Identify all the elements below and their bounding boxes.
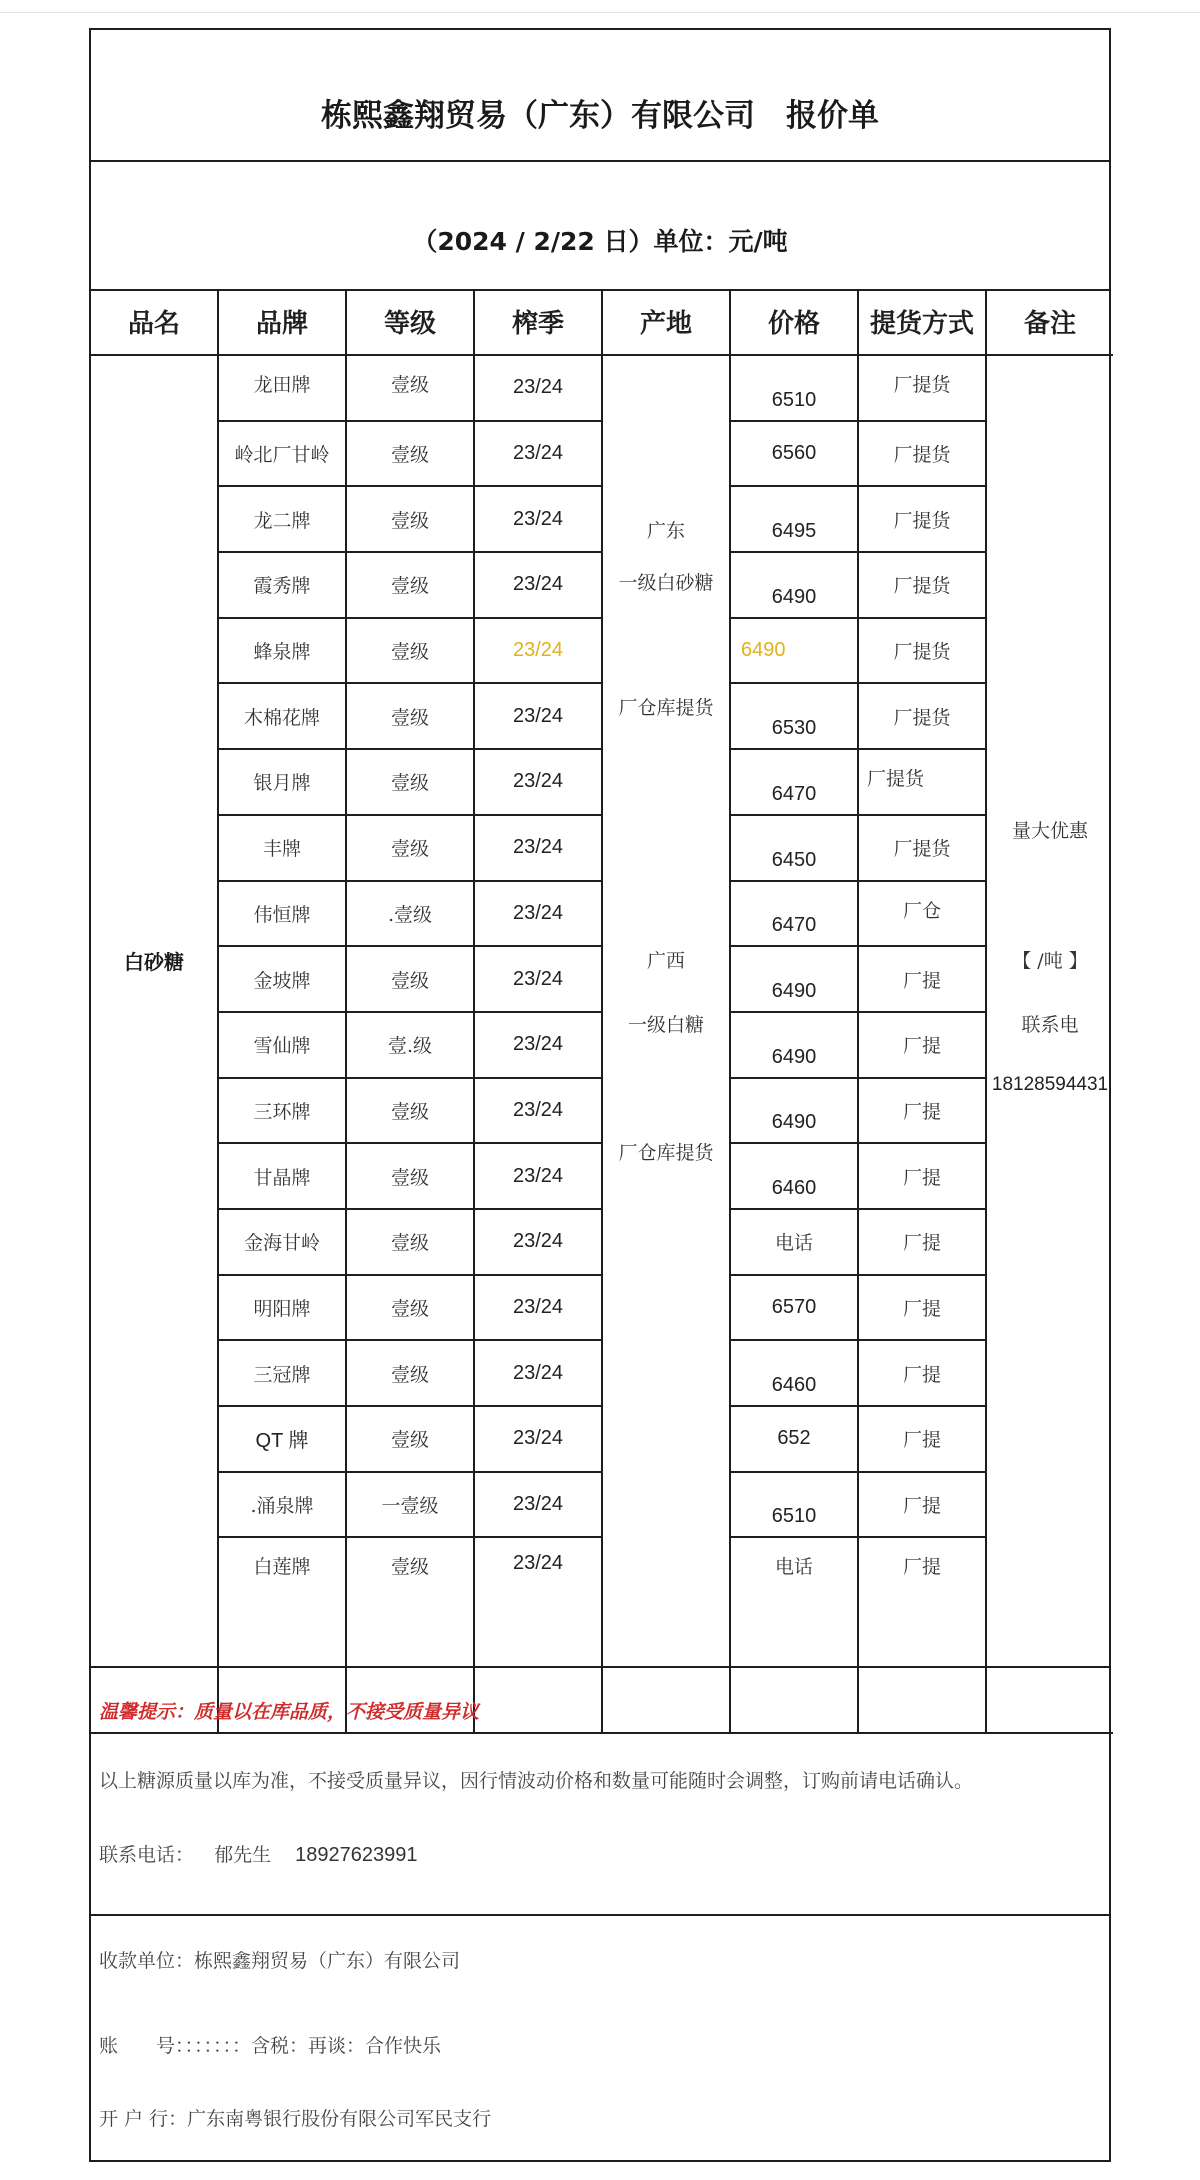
product-name-cell <box>91 355 218 1733</box>
grade-cell: 一壹级 <box>346 1472 474 1538</box>
blank-cell <box>730 1603 858 1733</box>
document-subtitle: （2024 / 2/22 日）单位：元/吨 <box>412 227 788 256</box>
price-cell: 6470 <box>730 881 858 947</box>
brand-cell: 三环牌 <box>218 1078 346 1144</box>
grade-cell: 壹级 <box>346 355 474 421</box>
delivery-cell: 厂提货 <box>858 355 986 421</box>
season-cell: 23/24 <box>474 1209 602 1275</box>
contact-name: 郁先生 <box>214 1844 272 1866</box>
season-cell: 23/24 <box>474 1406 602 1472</box>
price-cell: 652 <box>730 1406 858 1472</box>
price-cell: 6560 <box>730 421 858 487</box>
grade-cell: 壹级 <box>346 946 474 1012</box>
price-cell: 6495 <box>730 486 858 552</box>
column-header-brand: 品牌 <box>218 289 346 355</box>
grade-cell: 壹级 <box>346 749 474 815</box>
brand-cell: 金海甘岭 <box>218 1209 346 1275</box>
origin-guangxi-delivery: 厂仓库提货 <box>618 1142 714 1164</box>
document-title: 栋熙鑫翔贸易（广东）有限公司 报价单 <box>321 98 879 134</box>
delivery-cell: 厂提 <box>858 1012 986 1078</box>
season-cell: 23/24 <box>474 1537 602 1603</box>
price-cell: 6490 <box>730 552 858 618</box>
delivery-cell: 厂提 <box>858 946 986 1012</box>
season-cell: 23/24 <box>474 749 602 815</box>
season-cell: 23/24 <box>474 1078 602 1144</box>
notes-cell <box>986 355 1113 1733</box>
quality-warning: 温馨提示：质量以在库品质，不接受质量异议 <box>99 1701 480 1723</box>
season-cell: 23/24 <box>474 815 602 881</box>
price-cell: 6460 <box>730 1143 858 1209</box>
delivery-cell: 厂提 <box>858 1406 986 1472</box>
delivery-cell: 厂提货 <box>858 421 986 487</box>
season-cell: 23/24 <box>474 552 602 618</box>
brand-cell: 明阳牌 <box>218 1275 346 1341</box>
delivery-cell: 厂提 <box>858 1143 986 1209</box>
column-header-season: 榨季 <box>474 289 602 355</box>
top-divider <box>0 12 1200 13</box>
quotation-document <box>89 28 1111 2162</box>
price-cell: 6450 <box>730 815 858 881</box>
product-name: 白砂糖 <box>124 950 184 974</box>
brand-cell: 蜂泉牌 <box>218 618 346 684</box>
grade-cell: 壹级 <box>346 1078 474 1144</box>
contact-phone: 18927623991 <box>295 1844 418 1866</box>
season-cell: 23/24 <box>474 683 602 749</box>
delivery-cell: 厂提货 <box>858 749 986 815</box>
disclaimer-text: 以上糖源质量以库为准，不接受质量异议，因行情波动价格和数量可能随时会调整，订购前请电话确认。 <box>99 1770 974 1792</box>
grade-cell: 壹级 <box>346 1143 474 1209</box>
delivery-cell: 厂提 <box>858 1078 986 1144</box>
grade-cell: .壹级 <box>346 881 474 947</box>
delivery-cell: 厂提 <box>858 1209 986 1275</box>
note-contact-phone: 18128594431 <box>991 1074 1109 1095</box>
brand-cell: .涌泉牌 <box>218 1472 346 1538</box>
grade-cell: 壹级 <box>346 1340 474 1406</box>
brand-cell: 木棉花牌 <box>218 683 346 749</box>
divider <box>91 1732 1109 1734</box>
divider <box>91 160 1109 162</box>
price-cell: 6570 <box>730 1275 858 1341</box>
divider <box>91 1914 1109 1916</box>
grade-cell: 壹级 <box>346 815 474 881</box>
grade-cell: 壹.级 <box>346 1012 474 1078</box>
season-cell: 23/24 <box>474 1143 602 1209</box>
grade-cell: 壹级 <box>346 552 474 618</box>
column-header-origin: 产地 <box>602 289 730 355</box>
price-cell: 6470 <box>730 749 858 815</box>
origin-guangdong: 广东 <box>646 520 685 542</box>
delivery-cell: 厂提货 <box>858 683 986 749</box>
delivery-cell: 厂提 <box>858 1472 986 1538</box>
column-header-product: 品名 <box>91 289 218 355</box>
grade-cell: 壹级 <box>346 421 474 487</box>
season-cell: 23/24 <box>474 618 602 684</box>
note-unit: 【 /吨 】 <box>1012 950 1088 972</box>
price-cell: 6490 <box>730 1078 858 1144</box>
delivery-cell: 厂提货 <box>858 815 986 881</box>
account-line: 账 号：：：：：：：含税：再谈：合作快乐 <box>99 2035 442 2057</box>
delivery-cell: 厂提 <box>858 1537 986 1603</box>
brand-cell: 金坡牌 <box>218 946 346 1012</box>
price-cell: 6530 <box>730 683 858 749</box>
brand-cell: 白莲牌 <box>218 1537 346 1603</box>
season-cell: 23/24 <box>474 1012 602 1078</box>
price-cell: 6490 <box>730 1012 858 1078</box>
divider <box>91 1666 1109 1668</box>
season-cell: 23/24 <box>474 355 602 421</box>
grade-cell: 壹级 <box>346 1406 474 1472</box>
grade-cell: 壹级 <box>346 1275 474 1341</box>
origin-guangxi: 广西 <box>646 950 685 972</box>
price-cell: 电话 <box>730 1209 858 1275</box>
column-header-price: 价格 <box>730 289 858 355</box>
delivery-cell: 厂提货 <box>858 552 986 618</box>
grade-cell: 壹级 <box>346 486 474 552</box>
table-header-row <box>91 289 1113 355</box>
note-contact-label: 联系电 <box>1021 1014 1079 1036</box>
season-cell: 23/24 <box>474 1275 602 1341</box>
brand-cell: 伟恒牌 <box>218 881 346 947</box>
contact-label: 联系电话： <box>99 1844 195 1866</box>
contact-line <box>99 1840 417 1867</box>
origin-cell <box>602 355 730 1733</box>
column-header-delivery: 提货方式 <box>858 289 986 355</box>
delivery-cell: 厂提货 <box>858 618 986 684</box>
price-cell: 6510 <box>730 1472 858 1538</box>
brand-cell: 雪仙牌 <box>218 1012 346 1078</box>
brand-cell: 丰牌 <box>218 815 346 881</box>
season-cell: 23/24 <box>474 1340 602 1406</box>
grade-cell: 壹级 <box>346 618 474 684</box>
bank-line: 开 户 行：广东南粤银行股份有限公司军民支行 <box>99 2108 492 2130</box>
season-cell: 23/24 <box>474 946 602 1012</box>
delivery-cell: 厂仓 <box>858 881 986 947</box>
blank-cell <box>858 1603 986 1733</box>
price-cell: 6490 <box>730 618 858 684</box>
brand-cell: 霞秀牌 <box>218 552 346 618</box>
season-cell: 23/24 <box>474 421 602 487</box>
delivery-cell: 厂提 <box>858 1340 986 1406</box>
price-cell: 6460 <box>730 1340 858 1406</box>
note-discount: 量大优惠 <box>1011 820 1088 842</box>
brand-cell: 三冠牌 <box>218 1340 346 1406</box>
brand-cell: QT 牌 <box>218 1406 346 1472</box>
brand-cell: 龙田牌 <box>218 355 346 421</box>
origin-guangdong-type: 一级白砂糖 <box>618 572 714 594</box>
origin-guangdong-delivery: 厂仓库提货 <box>618 697 714 719</box>
table-row <box>91 355 1113 421</box>
origin-guangxi-type: 一级白糖 <box>627 1014 704 1036</box>
brand-cell: 银月牌 <box>218 749 346 815</box>
column-header-notes: 备注 <box>986 289 1113 355</box>
delivery-cell: 厂提 <box>858 1275 986 1341</box>
grade-cell: 壹级 <box>346 1209 474 1275</box>
price-cell: 6510 <box>730 355 858 421</box>
brand-cell: 岭北厂甘岭 <box>218 421 346 487</box>
grade-cell: 壹级 <box>346 1537 474 1603</box>
season-cell: 23/24 <box>474 1472 602 1538</box>
brand-cell: 龙二牌 <box>218 486 346 552</box>
season-cell: 23/24 <box>474 486 602 552</box>
payee-line: 收款单位：栋熙鑫翔贸易（广东）有限公司 <box>99 1950 461 1972</box>
price-cell: 6490 <box>730 946 858 1012</box>
blank-cell <box>474 1603 602 1733</box>
price-table <box>91 289 1113 1734</box>
price-cell: 电话 <box>730 1537 858 1603</box>
brand-cell: 甘晶牌 <box>218 1143 346 1209</box>
delivery-cell: 厂提货 <box>858 486 986 552</box>
grade-cell: 壹级 <box>346 683 474 749</box>
column-header-grade: 等级 <box>346 289 474 355</box>
season-cell: 23/24 <box>474 881 602 947</box>
